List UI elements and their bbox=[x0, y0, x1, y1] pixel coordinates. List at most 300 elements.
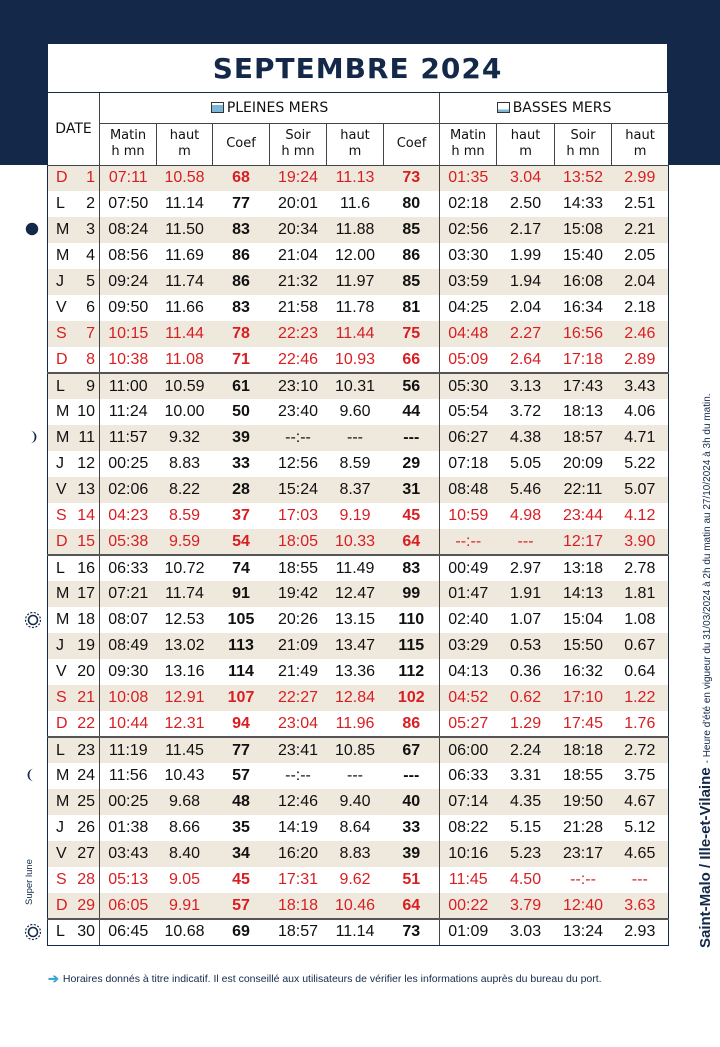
pm-morning-coef: 68 bbox=[213, 165, 270, 191]
pm-evening-coef: 83 bbox=[384, 555, 440, 581]
pm-morning-height: 11.69 bbox=[165, 247, 204, 264]
pm-morning-height: 8.83 bbox=[168, 455, 201, 472]
pm-morning-time: 09:30 bbox=[100, 659, 157, 685]
day-number: 6 bbox=[86, 299, 96, 316]
pm-morning-coef: 77 bbox=[232, 195, 250, 212]
date-cell bbox=[48, 581, 100, 607]
pm-evening-time: 23:10 bbox=[270, 373, 327, 399]
header-group-row bbox=[48, 93, 669, 123]
pm-morning-time: 09:24 bbox=[100, 269, 157, 295]
pm-evening-time: 17:03 bbox=[277, 507, 319, 524]
day-letter: J bbox=[56, 455, 64, 472]
date-cell bbox=[48, 321, 100, 347]
day-letter: M bbox=[56, 247, 70, 264]
bm-evening-height: 4.71 bbox=[612, 425, 669, 451]
table-row bbox=[48, 503, 669, 529]
pm-evening-time: 21:04 bbox=[277, 247, 319, 264]
bm-morning-height: 4.38 bbox=[497, 425, 555, 451]
bm-evening-height: 0.67 bbox=[612, 633, 669, 659]
table-row bbox=[48, 633, 669, 659]
day-letter: M bbox=[56, 585, 70, 602]
bm-morning-height: 4.98 bbox=[509, 507, 542, 524]
pm-morning-height: 8.66 bbox=[168, 819, 201, 836]
pm-morning-time: 10:15 bbox=[100, 321, 157, 347]
date-cell bbox=[48, 867, 100, 893]
date-cell bbox=[48, 165, 100, 191]
pm-morning-height: 10.43 bbox=[164, 767, 205, 784]
bm-evening-height: 2.04 bbox=[612, 269, 669, 295]
bm-evening-time: 13:24 bbox=[555, 919, 612, 945]
bm-evening-time: 17:10 bbox=[555, 685, 612, 711]
date-cell bbox=[48, 477, 100, 503]
footnote-text: Horaires donnés à titre indicatif. Il est conseillé aux utilisateurs de vérifier les informations auprès du bureau du port. bbox=[62, 973, 602, 985]
pm-morning-height: 9.59 bbox=[157, 529, 213, 555]
pm-morning-height: 13.02 bbox=[157, 633, 213, 659]
day-letter: S bbox=[56, 871, 67, 888]
bm-evening-height: 4.65 bbox=[612, 841, 669, 867]
pm-evening-height: 11.88 bbox=[327, 217, 384, 243]
pm-morning-coef: 39 bbox=[213, 425, 270, 451]
table-row bbox=[48, 555, 669, 581]
tide-table-body bbox=[48, 165, 669, 945]
date-cell bbox=[48, 763, 100, 789]
date-cell bbox=[48, 191, 100, 217]
bm-evening-height: 2.21 bbox=[612, 217, 669, 243]
bm-evening-time: 23:44 bbox=[563, 507, 604, 524]
bm-morning-height: 1.29 bbox=[509, 714, 542, 732]
day-number: 25 bbox=[77, 793, 96, 810]
pm-evening-coef: 45 bbox=[402, 507, 421, 524]
pm-evening-coef: 64 bbox=[384, 893, 440, 919]
table-row bbox=[48, 841, 669, 867]
pm-evening-time: 20:34 bbox=[270, 217, 327, 243]
pm-morning-time: 09:50 bbox=[100, 295, 157, 321]
date-cell bbox=[48, 243, 100, 269]
bm-evening-time: 17:18 bbox=[563, 350, 604, 368]
pm-morning-time: 04:23 bbox=[100, 503, 157, 529]
pm-evening-height: 11.96 bbox=[335, 714, 375, 732]
table-row bbox=[48, 581, 669, 607]
table-row bbox=[48, 815, 669, 841]
bm-evening-height: 3.75 bbox=[612, 763, 669, 789]
day-number: 9 bbox=[86, 377, 96, 395]
bm-morning-height: 2.17 bbox=[497, 217, 555, 243]
day-letter: L bbox=[56, 195, 65, 212]
pm-morning-coef: 35 bbox=[232, 819, 250, 836]
bm-evening-height: 1.22 bbox=[612, 685, 669, 711]
pm-evening-coef: 51 bbox=[402, 871, 421, 888]
pm-morning-height: 10.68 bbox=[157, 919, 213, 945]
pm-evening-coef: 67 bbox=[384, 737, 440, 763]
day-number: 28 bbox=[77, 871, 96, 888]
pm-evening-time: 18:18 bbox=[270, 893, 327, 919]
location-label: Saint-Malo / Ille-et-Vilaine bbox=[697, 767, 714, 948]
bm-evening-time: 16:34 bbox=[563, 299, 604, 316]
pm-evening-coef: 81 bbox=[402, 299, 421, 316]
pm-evening-height: 11.44 bbox=[327, 321, 384, 347]
pm-evening-time: 18:57 bbox=[270, 919, 327, 945]
bm-evening-height: 2.05 bbox=[612, 243, 669, 269]
bm-morning-time: 00:49 bbox=[440, 555, 497, 581]
pm-morning-coef: 114 bbox=[228, 663, 254, 680]
day-number: 26 bbox=[77, 819, 96, 836]
pm-morning-time: 02:06 bbox=[100, 477, 157, 503]
pm-morning-coef: 28 bbox=[213, 477, 270, 503]
bm-evening-height: 4.12 bbox=[612, 503, 669, 529]
pm-evening-height: 10.33 bbox=[327, 529, 384, 555]
pm-morning-time: 11:24 bbox=[100, 399, 157, 425]
day-letter: V bbox=[56, 845, 67, 862]
table-row bbox=[48, 893, 669, 919]
pm-morning-time: 03:43 bbox=[100, 841, 157, 867]
pm-morning-coef: 69 bbox=[213, 919, 270, 945]
pm-morning-coef: 86 bbox=[232, 247, 250, 264]
bm-morning-time: --:-- bbox=[440, 529, 497, 555]
day-number: 8 bbox=[86, 350, 96, 368]
bm-evening-time: 16:56 bbox=[555, 321, 612, 347]
new-moon-icon bbox=[24, 221, 42, 239]
column-header: Matin h mn bbox=[440, 123, 497, 165]
bm-evening-time: 21:28 bbox=[563, 819, 604, 836]
bm-evening-time: 15:50 bbox=[555, 633, 612, 659]
bm-morning-height: 2.50 bbox=[509, 195, 542, 212]
pm-morning-time: 06:33 bbox=[100, 555, 157, 581]
pm-morning-time: 01:38 bbox=[100, 815, 157, 841]
pm-evening-height: 10.85 bbox=[327, 737, 384, 763]
pm-evening-time: 23:41 bbox=[270, 737, 327, 763]
pm-evening-time: 17:31 bbox=[277, 871, 319, 888]
pm-evening-coef: 33 bbox=[402, 819, 421, 836]
tide-table-sheet bbox=[47, 43, 668, 946]
bm-evening-time: 13:52 bbox=[555, 165, 612, 191]
date-cell bbox=[48, 529, 100, 555]
day-number: 10 bbox=[77, 403, 96, 420]
bm-morning-time: 01:35 bbox=[440, 165, 497, 191]
pm-morning-coef: 34 bbox=[213, 841, 270, 867]
pm-evening-height: 12.47 bbox=[327, 581, 384, 607]
pm-evening-height: 8.59 bbox=[339, 455, 371, 472]
pm-morning-height: 12.53 bbox=[164, 611, 205, 628]
bm-morning-height: 3.31 bbox=[509, 767, 542, 784]
pm-evening-time: --:-- bbox=[270, 425, 327, 451]
bm-evening-height: 2.89 bbox=[612, 347, 669, 373]
bm-morning-height: 1.91 bbox=[497, 581, 555, 607]
low-tide-icon bbox=[497, 102, 510, 113]
day-number: 12 bbox=[77, 455, 96, 472]
pm-evening-height: 8.37 bbox=[327, 477, 384, 503]
pm-morning-coef: 91 bbox=[213, 581, 270, 607]
bm-evening-time: 18:18 bbox=[555, 737, 612, 763]
day-letter: M bbox=[56, 611, 70, 628]
day-number: 17 bbox=[77, 585, 96, 602]
pm-morning-time: 08:24 bbox=[100, 217, 157, 243]
day-number: 3 bbox=[86, 221, 96, 238]
pm-morning-coef: 48 bbox=[213, 789, 270, 815]
bm-evening-time: 16:32 bbox=[563, 663, 604, 680]
pm-morning-coef: 54 bbox=[213, 529, 270, 555]
last-quarter-moon-icon bbox=[24, 767, 42, 785]
bm-morning-time: 05:27 bbox=[440, 711, 497, 737]
bm-evening-time: --:-- bbox=[570, 871, 596, 888]
pm-morning-coef: 61 bbox=[213, 373, 270, 399]
day-letter: S bbox=[56, 325, 67, 342]
pm-morning-time: 11:57 bbox=[100, 425, 157, 451]
bm-evening-time: 15:08 bbox=[555, 217, 612, 243]
bm-morning-height: 1.94 bbox=[497, 269, 555, 295]
pm-evening-height: 13.36 bbox=[334, 663, 376, 680]
pm-morning-height: 8.59 bbox=[168, 507, 201, 524]
column-header: Matin h mn bbox=[100, 123, 157, 165]
bm-morning-height: 4.50 bbox=[509, 871, 542, 888]
pm-evening-time: 19:42 bbox=[270, 581, 327, 607]
day-letter: D bbox=[56, 532, 68, 550]
bm-morning-time: 03:59 bbox=[440, 269, 497, 295]
pm-morning-height: 11.44 bbox=[157, 321, 213, 347]
day-letter: M bbox=[56, 793, 70, 810]
day-letter: D bbox=[56, 714, 68, 732]
day-number: 27 bbox=[77, 845, 96, 862]
pm-evening-coef: 80 bbox=[402, 195, 421, 212]
pm-morning-time: 07:50 bbox=[100, 191, 157, 217]
bm-evening-time: 18:13 bbox=[563, 403, 604, 420]
bm-evening-height: 5.12 bbox=[612, 815, 669, 841]
bm-morning-height: 2.27 bbox=[497, 321, 555, 347]
table-row bbox=[48, 919, 669, 945]
pm-morning-height: 11.08 bbox=[165, 350, 204, 368]
pm-evening-coef: 86 bbox=[402, 714, 421, 732]
pm-evening-time: 22:46 bbox=[277, 350, 319, 368]
pm-evening-height: 11.97 bbox=[327, 269, 384, 295]
basses-mers-header: BASSES MERS bbox=[440, 93, 669, 123]
table-row bbox=[48, 529, 669, 555]
bm-morning-height: 4.35 bbox=[497, 789, 555, 815]
bm-evening-height: 2.72 bbox=[612, 737, 669, 763]
bm-morning-time: 00:22 bbox=[440, 893, 497, 919]
pm-morning-height: 8.40 bbox=[157, 841, 213, 867]
pm-evening-height: --- bbox=[347, 767, 363, 784]
day-number: 18 bbox=[77, 611, 96, 628]
bm-morning-time: 06:33 bbox=[440, 763, 497, 789]
table-row bbox=[48, 295, 669, 321]
table-row bbox=[48, 425, 669, 451]
pm-evening-coef: --- bbox=[403, 767, 420, 784]
bm-evening-height: 2.46 bbox=[612, 321, 669, 347]
date-cell bbox=[48, 841, 100, 867]
day-number: 23 bbox=[77, 741, 96, 759]
pm-evening-time: 12:56 bbox=[277, 455, 319, 472]
pm-evening-time: 14:19 bbox=[277, 819, 319, 836]
pm-morning-height: 12.31 bbox=[164, 714, 205, 732]
pm-morning-height: 12.91 bbox=[157, 685, 213, 711]
bm-evening-time: 22:11 bbox=[555, 477, 612, 503]
pm-evening-time: 20:01 bbox=[277, 195, 319, 212]
table-row bbox=[48, 711, 669, 737]
pm-morning-coef: 74 bbox=[213, 555, 270, 581]
pm-morning-time: 00:25 bbox=[100, 451, 157, 477]
table-row bbox=[48, 763, 669, 789]
pm-morning-time: 00:25 bbox=[100, 789, 157, 815]
pm-evening-coef: 39 bbox=[384, 841, 440, 867]
table-row bbox=[48, 217, 669, 243]
pm-evening-height: 11.14 bbox=[327, 919, 384, 945]
pm-evening-height: 9.40 bbox=[327, 789, 384, 815]
pm-evening-coef: --- bbox=[384, 425, 440, 451]
pm-morning-coef: 45 bbox=[232, 871, 250, 888]
column-header: haut m bbox=[612, 123, 669, 165]
bm-evening-height: 1.76 bbox=[612, 711, 669, 737]
pm-evening-coef: 99 bbox=[384, 581, 440, 607]
day-letter: M bbox=[56, 767, 70, 784]
bm-morning-time: 08:22 bbox=[440, 815, 497, 841]
bm-morning-time: 02:40 bbox=[440, 607, 497, 633]
pm-evening-time: 23:04 bbox=[277, 714, 319, 732]
pm-evening-coef: 64 bbox=[384, 529, 440, 555]
bm-morning-time: 07:18 bbox=[440, 451, 497, 477]
table-row bbox=[48, 243, 669, 269]
day-number: 24 bbox=[77, 767, 96, 784]
pm-morning-time: 10:44 bbox=[100, 711, 157, 737]
pm-evening-height: 8.83 bbox=[327, 841, 384, 867]
pm-morning-height: 11.50 bbox=[157, 217, 213, 243]
pm-morning-coef: 94 bbox=[232, 714, 250, 732]
table-row bbox=[48, 165, 669, 191]
pm-morning-time: 05:38 bbox=[100, 529, 157, 555]
bm-morning-height: 3.04 bbox=[497, 165, 555, 191]
bm-evening-height: 3.43 bbox=[612, 373, 669, 399]
bm-evening-height: 0.64 bbox=[612, 659, 669, 685]
pm-evening-height: 11.13 bbox=[327, 165, 384, 191]
bm-morning-time: 05:54 bbox=[440, 399, 497, 425]
bm-evening-height: --- bbox=[612, 867, 669, 893]
pm-morning-time: 07:11 bbox=[100, 165, 157, 191]
bm-evening-time: 13:18 bbox=[555, 555, 612, 581]
pm-evening-height: 10.46 bbox=[327, 893, 384, 919]
bm-evening-time: 16:08 bbox=[555, 269, 612, 295]
day-number: 19 bbox=[77, 637, 96, 654]
pm-morning-height: 11.45 bbox=[157, 737, 213, 763]
date-cell bbox=[48, 659, 100, 685]
pm-morning-time: 06:05 bbox=[100, 893, 157, 919]
pm-morning-coef: 83 bbox=[213, 217, 270, 243]
day-number: 22 bbox=[77, 714, 96, 732]
bm-evening-height: 4.06 bbox=[612, 399, 669, 425]
pm-morning-height: 9.91 bbox=[157, 893, 213, 919]
first-quarter-moon-icon bbox=[24, 429, 42, 447]
table-row bbox=[48, 867, 669, 893]
bm-morning-height: 2.24 bbox=[497, 737, 555, 763]
bm-evening-time: 18:57 bbox=[555, 425, 612, 451]
arrow-right-icon: ➔ bbox=[48, 971, 59, 986]
bm-morning-height: 3.03 bbox=[497, 919, 555, 945]
pm-morning-coef: 77 bbox=[213, 737, 270, 763]
bm-morning-time: 01:09 bbox=[440, 919, 497, 945]
day-letter: J bbox=[56, 273, 64, 290]
bm-evening-time: 14:33 bbox=[563, 195, 604, 212]
pm-evening-height: 10.93 bbox=[334, 350, 376, 368]
pm-evening-coef: 86 bbox=[402, 247, 421, 264]
column-header: Coef bbox=[384, 123, 440, 165]
bm-morning-height: 2.64 bbox=[509, 350, 542, 368]
table-row bbox=[48, 685, 669, 711]
day-letter: L bbox=[56, 559, 65, 577]
bm-morning-height: 1.99 bbox=[509, 247, 542, 264]
pm-morning-coef: 83 bbox=[232, 299, 250, 316]
tide-table bbox=[47, 93, 669, 946]
day-letter: V bbox=[56, 299, 67, 316]
bm-evening-height: 2.18 bbox=[612, 295, 669, 321]
table-row bbox=[48, 269, 669, 295]
pm-evening-time: 18:05 bbox=[270, 529, 327, 555]
pm-evening-time: 23:40 bbox=[277, 403, 319, 420]
day-number: 30 bbox=[77, 923, 96, 941]
pm-morning-coef: 107 bbox=[213, 685, 270, 711]
pm-morning-coef: 37 bbox=[232, 507, 250, 524]
pm-evening-coef: 115 bbox=[384, 633, 440, 659]
pm-evening-height: 13.15 bbox=[334, 611, 376, 628]
bm-evening-height: 3.90 bbox=[612, 529, 669, 555]
table-row bbox=[48, 477, 669, 503]
bm-morning-time: 06:00 bbox=[440, 737, 497, 763]
date-cell bbox=[48, 503, 100, 529]
bm-evening-time: 17:43 bbox=[555, 373, 612, 399]
date-cell bbox=[48, 919, 100, 945]
pm-morning-coef: 50 bbox=[232, 403, 250, 420]
table-row bbox=[48, 789, 669, 815]
side-caption bbox=[697, 393, 714, 948]
bm-morning-time: 10:59 bbox=[440, 503, 497, 529]
bm-morning-time: 08:48 bbox=[440, 477, 497, 503]
pm-evening-height: 9.60 bbox=[339, 403, 371, 420]
pm-evening-coef: 40 bbox=[384, 789, 440, 815]
footnote bbox=[48, 971, 602, 987]
day-letter: S bbox=[56, 507, 67, 524]
date-cell bbox=[48, 555, 100, 581]
day-number: 14 bbox=[77, 507, 96, 524]
day-letter: L bbox=[56, 377, 65, 395]
pm-evening-time: 15:24 bbox=[270, 477, 327, 503]
bm-morning-height: 2.04 bbox=[509, 299, 542, 316]
column-header: Soir h mn bbox=[270, 123, 327, 165]
pm-evening-time: 12:46 bbox=[270, 789, 327, 815]
day-letter: D bbox=[56, 350, 68, 368]
bm-morning-height: 3.79 bbox=[497, 893, 555, 919]
bm-morning-height: 2.97 bbox=[497, 555, 555, 581]
pm-evening-time: 21:32 bbox=[270, 269, 327, 295]
pm-morning-coef: 105 bbox=[227, 611, 255, 628]
bm-evening-time: 17:45 bbox=[563, 714, 604, 732]
pm-evening-coef: 73 bbox=[384, 165, 440, 191]
bm-morning-height: 5.15 bbox=[509, 819, 542, 836]
pm-evening-time: 18:55 bbox=[270, 555, 327, 581]
pm-evening-height: 12.84 bbox=[327, 685, 384, 711]
day-number: 20 bbox=[77, 663, 96, 680]
bm-morning-time: 05:09 bbox=[440, 347, 497, 373]
day-number: 29 bbox=[77, 896, 96, 914]
pm-evening-time: 16:20 bbox=[270, 841, 327, 867]
pleines-mers-header: PLEINES MERS bbox=[100, 93, 440, 123]
bm-morning-height: --- bbox=[497, 529, 555, 555]
high-tide-icon bbox=[211, 102, 224, 113]
pm-morning-height: 9.32 bbox=[157, 425, 213, 451]
pm-morning-coef: 71 bbox=[232, 350, 250, 368]
pm-morning-time: 11:56 bbox=[100, 763, 157, 789]
day-letter: M bbox=[56, 221, 70, 238]
pm-evening-time: 20:26 bbox=[277, 611, 319, 628]
pm-morning-time: 11:00 bbox=[100, 373, 157, 399]
day-letter: L bbox=[56, 741, 65, 759]
pm-evening-coef: 85 bbox=[384, 269, 440, 295]
bm-evening-height: 2.99 bbox=[612, 165, 669, 191]
